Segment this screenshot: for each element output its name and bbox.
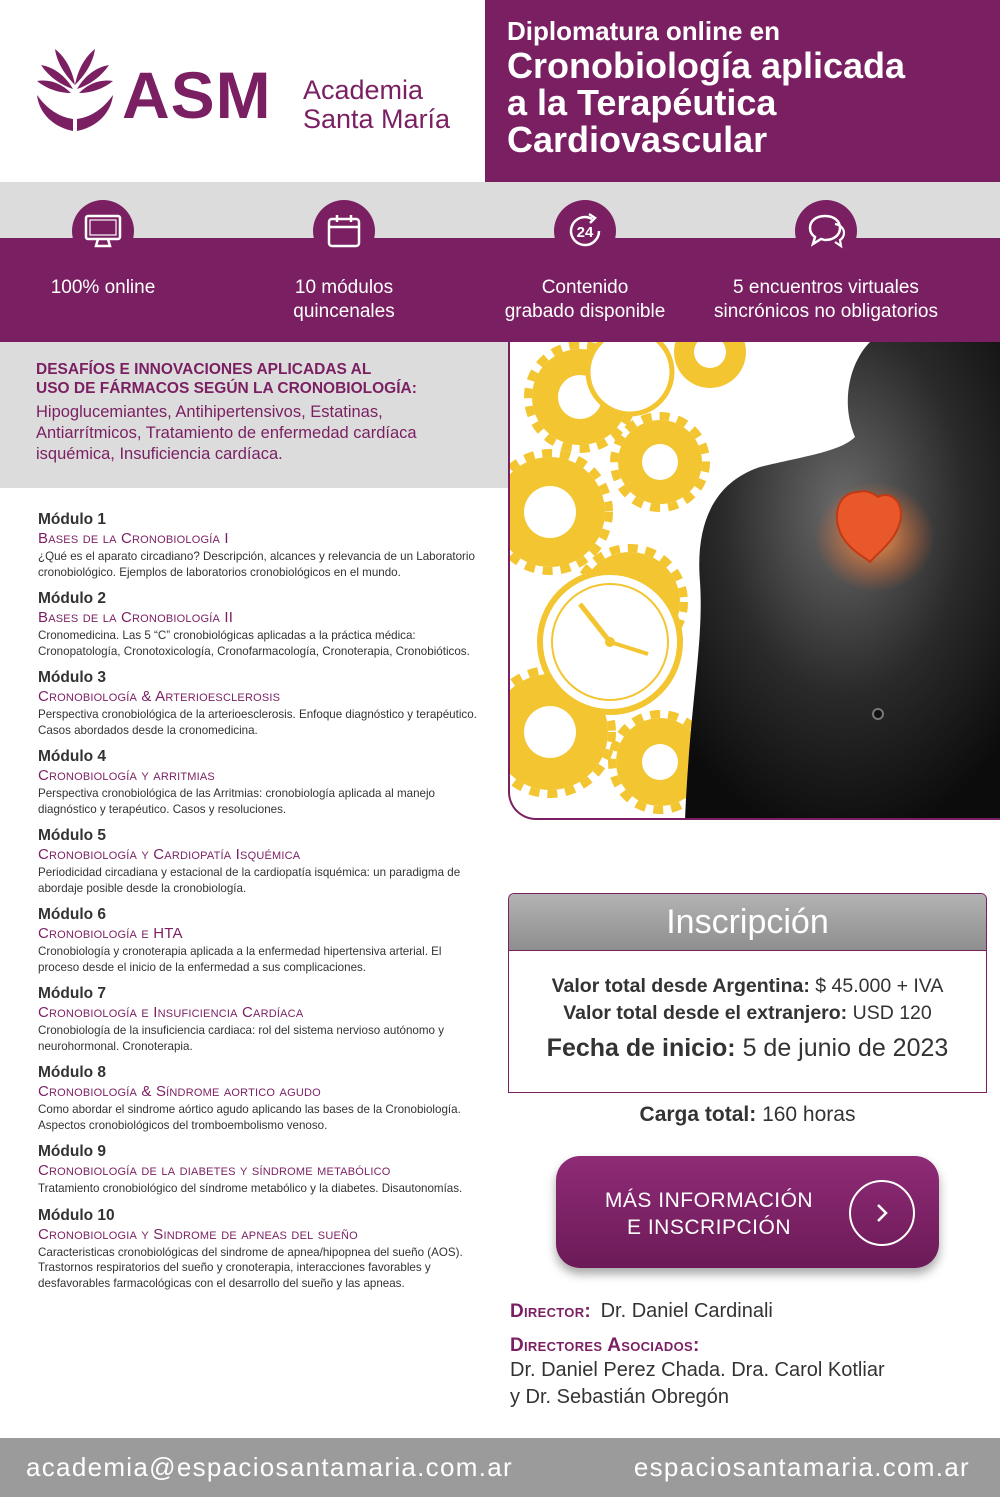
footer [0, 1438, 1000, 1497]
feature-meetings-line1: 5 encuentros virtuales [733, 277, 919, 298]
clock-24-icon-label: 24 [576, 224, 594, 241]
module-number: Módulo 8 [38, 1064, 107, 1081]
header-logo-area [0, 0, 485, 182]
module-title: Cronobiología e Insuficiencia Cardíaca [38, 1004, 304, 1021]
module-title: Cronobiologia y Sindrome de apneas del sueño [38, 1225, 358, 1243]
course-title-line1: Cronobiología aplicada [507, 45, 906, 86]
feature-modules [219, 200, 469, 324]
module-number: Módulo 4 [38, 748, 107, 765]
module-number: Módulo 3 [38, 669, 107, 686]
feature-recorded-label [460, 276, 710, 324]
inscription-heading: Inscripción [509, 894, 986, 951]
price-abroad-label: Valor total desde el extranjero: [563, 1002, 848, 1024]
module-number: Módulo 9 [38, 1143, 107, 1160]
challenges-heading [36, 360, 488, 398]
module-item [38, 668, 478, 738]
feature-modules-line2: quincenales [293, 301, 395, 322]
feature-online-label [0, 276, 228, 300]
course-kicker: Diplomatura online en [507, 16, 781, 46]
associate-directors [510, 1335, 980, 1411]
feature-online [0, 200, 228, 300]
module-item [38, 984, 478, 1054]
module-title: Cronobiología de la diabetes y síndrome metabólico [38, 1162, 391, 1179]
price-abroad [509, 1000, 986, 1027]
feature-modules-line1: 10 módulos [294, 277, 394, 298]
more-info-button-line2: E INSCRIPCIÓN [626, 1216, 792, 1239]
module-number: Módulo 5 [38, 827, 107, 844]
course-title [507, 47, 1000, 158]
feature-modules-label [219, 276, 469, 324]
associate-directors-line2: y Dr. Sebastián Obregón [510, 1386, 730, 1408]
gears-body-heart-illustration [510, 342, 1000, 820]
module-item [38, 1142, 478, 1197]
academy-name-line2: Santa María [303, 104, 451, 134]
feature-meetings-line2: sincrónicos no obligatorios [714, 301, 938, 322]
module-number: Módulo 10 [38, 1206, 115, 1224]
feature-meetings-label [701, 276, 951, 324]
total-load [508, 1103, 987, 1127]
book-hands-logo-icon [35, 45, 115, 135]
module-description: Cronobiología y cronoterapia aplicada a la enfermedad hipertensiva arterial. El proceso desde el inicio de la enfermedad a sus complicaciones. [38, 945, 442, 974]
feature-online-line1: 100% online [50, 277, 156, 298]
module-item [38, 747, 478, 817]
calendar-icon [313, 200, 375, 262]
module-description: Tratamiento cronobiológico del síndrome metabólico y la diabetes. Disautonomías. [38, 1182, 463, 1195]
director-label: Director: [510, 1301, 592, 1322]
module-item [38, 826, 478, 896]
feature-recorded-line2: grabado disponible [504, 301, 666, 322]
module-description: Cronobiología de la insuficiencia cardiaca: rol del sistema nervioso autónomo y neurohormonal. Cronoterapia. [38, 1024, 445, 1053]
more-info-button[interactable] [556, 1156, 939, 1268]
module-description: Periodicidad circadiana y estacional de la cardiopatía isquémica: un paradigma de abordaje posible desde la cronobiología. [38, 866, 461, 895]
hero-illustration [508, 342, 1000, 820]
challenges-heading-line1: DESAFÍOS E INNOVACIONES APLICADAS AL [36, 361, 372, 378]
feature-recorded-line1: Contenido [541, 277, 629, 298]
price-argentina-value: $ 45.000 + IVA [815, 975, 944, 997]
module-title: Cronobiología y arritmias [38, 767, 215, 784]
module-number: Módulo 7 [38, 985, 107, 1002]
clock-24-icon [554, 200, 616, 262]
chevron-right-icon[interactable] [849, 1180, 915, 1246]
contact-email-link[interactable]: academia@espaciosantamaria.com.ar [26, 1452, 513, 1482]
module-item [38, 510, 478, 580]
module-description: Cronomedicina. Las 5 “C” cronobiológicas aplicadas a la práctica médica: Cronopatología, Cronotoxicología, Cronofarmacología, Cronoterapia, Cronobióticos. [38, 629, 470, 658]
challenges-body: Hipoglucemiantes, Antihipertensivos, Estatinas, Antiarrítmicos, Tratamiento de enfermedad cardíaca isquémica, Insuficiencia cardíaca. [36, 403, 417, 463]
challenges-box [0, 342, 508, 488]
directors-block [510, 1298, 980, 1411]
module-title: Cronobiología e HTA [38, 925, 183, 942]
course-title-line2: a la Terapéutica [507, 82, 777, 123]
course-title-block [485, 0, 1000, 182]
associate-directors-line1: Dr. Daniel Perez Chada. Dra. Carol Kotliar [510, 1359, 885, 1381]
module-title: Cronobiología & Arterioesclerosis [38, 688, 281, 705]
module-description: Perspectiva cronobiológica de las Arritmias: cronobiología aplicada al manejo diagnóstico y terapéutico. Casos y resoluciones. [38, 787, 435, 816]
module-item [38, 1063, 478, 1133]
inscription-details [509, 951, 986, 1065]
academy-name [303, 76, 450, 134]
modules-list [38, 510, 478, 1300]
module-item [38, 905, 478, 975]
director [510, 1298, 980, 1325]
price-argentina-label: Valor total desde Argentina: [551, 975, 810, 997]
total-load-label: Carga total: [639, 1103, 757, 1126]
module-item [38, 589, 478, 659]
start-date-value: 5 de junio de 2023 [742, 1034, 949, 1062]
chat-bubbles-icon [795, 200, 857, 262]
more-info-button-label [574, 1187, 844, 1241]
feature-recorded [460, 200, 710, 324]
module-title: Cronobiología y Cardiopatía Isquémica [38, 846, 301, 863]
start-date-label: Fecha de inicio: [546, 1034, 736, 1062]
module-number: Módulo 1 [38, 511, 107, 528]
inscription-box [508, 893, 987, 1093]
challenges-heading-line2: USO DE FÁRMACOS SEGÚN LA CRONOBIOLOGÍA: [36, 380, 417, 397]
total-load-value: 160 horas [762, 1103, 856, 1126]
course-title-line3: Cardiovascular [507, 119, 768, 160]
academy-name-line1: Academia [303, 75, 424, 105]
website-link[interactable]: espaciosantamaria.com.ar [633, 1452, 970, 1482]
module-description: Perspectiva cronobiológica de la arterioesclerosis. Enfoque diagnóstico y terapéutico. Casos abordados desde la cronomedicina. [38, 708, 477, 737]
monitor-icon [72, 200, 134, 262]
module-title: Bases de la Cronobiología II [38, 609, 234, 626]
module-title: Bases de la Cronobiología I [38, 530, 229, 547]
module-title: Cronobiología & Síndrome aortico agudo [38, 1083, 321, 1100]
module-number: Módulo 2 [38, 590, 107, 607]
associate-directors-label: Directores Asociados: [510, 1335, 700, 1356]
module-number: Módulo 6 [38, 906, 107, 923]
module-description: ¿Qué es el aparato circadiano? Descripción, alcances y relevancia de un Laboratorio cronobiológico. Ejemplos de laboratorios cronobiológicos en el mundo. [38, 550, 475, 579]
feature-meetings [701, 200, 951, 324]
start-date [509, 1031, 986, 1065]
logo-wordmark: ASM [122, 58, 272, 132]
price-argentina [509, 973, 986, 1000]
module-description: Caracteristicas cronobiológicas del sindrome de apnea/hipopnea del sueño (AOS). Trastornos respiratorios del sueño y cronoterapia, interacciones favorables y desfavorables farmacológicas con el desarrollo del sueño y las apneas. [38, 1245, 463, 1290]
price-abroad-value: USD 120 [852, 1002, 932, 1024]
director-name: Dr. Daniel Cardinali [600, 1300, 773, 1322]
module-description: Como abordar el sindrome aórtico agudo aplicando las bases de la Cronobiología. Aspectos cronobiológicos del tromboembolismo venoso. [38, 1103, 461, 1132]
module-item [38, 1206, 478, 1292]
more-info-button-line1: MÁS INFORMACIÓN [604, 1189, 814, 1212]
